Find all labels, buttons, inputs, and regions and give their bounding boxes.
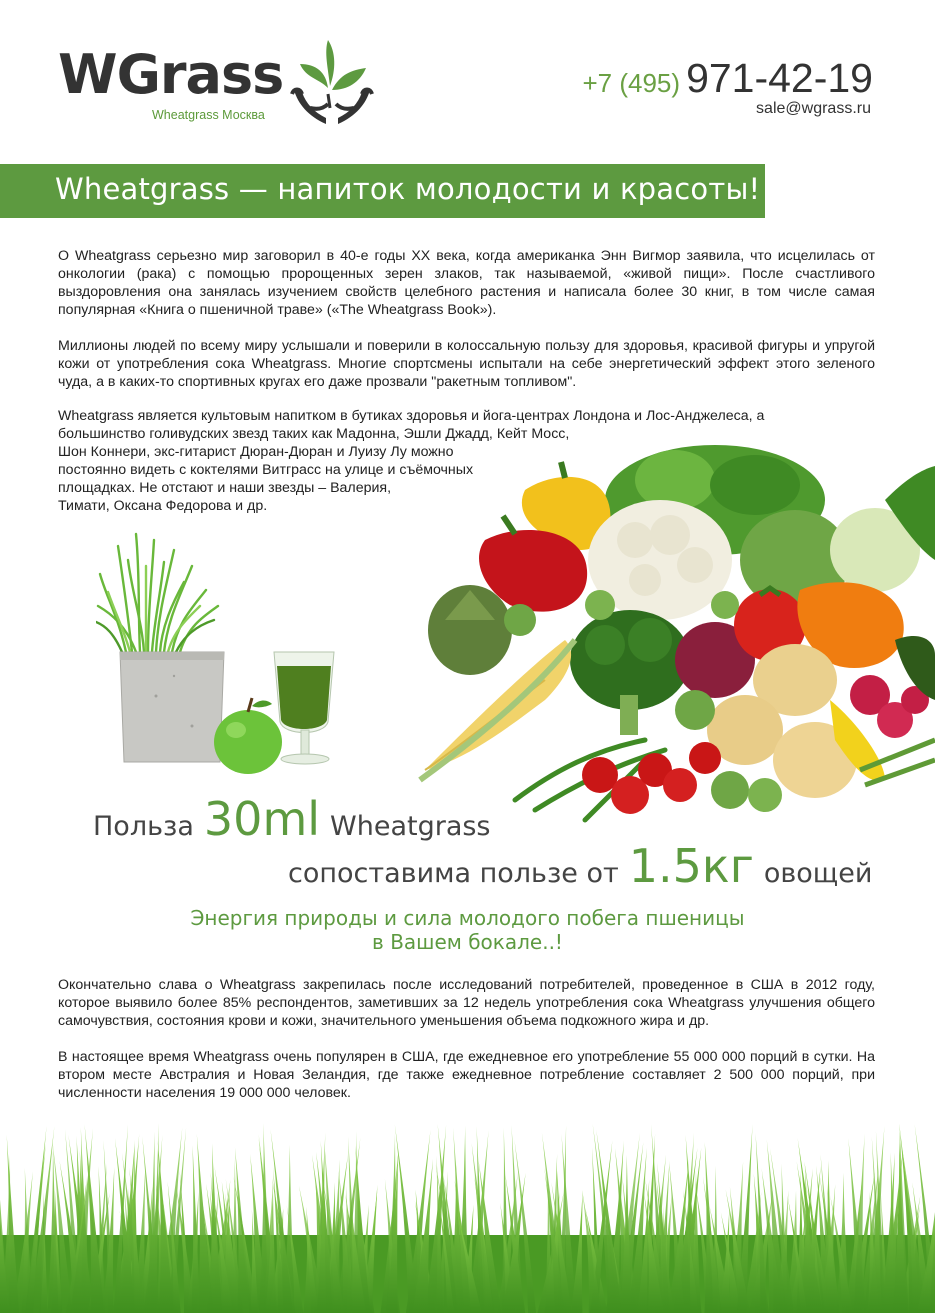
paragraph-celebrities-line2: большинство голивудских звезд таких как Мадонна, Эшли Джадд, Кейт Мосс, <box>58 426 570 442</box>
benefit-word: Wheatgrass <box>330 811 491 842</box>
benefit-line-2 <box>288 839 873 893</box>
paragraph-celebrities-line1: Wheatgrass является культовым напитком в бутиках здоровья и йога-центрах Лондона и Лос-Анджелеса, а <box>58 408 765 424</box>
paragraph-popularity: Миллионы людей по всему миру услышали и поверили в колоссальную пользу для здоровья, красивой фигуры и упругой кожи от употребления сока Wheatgrass. Многие спортсмены испытали на себе энергетический эффект этого зеленого чуда, а в каких-то спортивных кругах его даже прозвали "ракетным топливом". <box>58 338 875 390</box>
artichoke <box>428 585 512 675</box>
phone-code: +7 (495) <box>582 68 681 98</box>
benefit-word: овощей <box>763 858 873 889</box>
tagline-line-1: Энергия природы и сила молодого побега пшеницы <box>190 906 745 930</box>
paragraph-history: О Wheatgrass серьезно мир заговорил в 40-е годы XX века, когда американка Энн Вигмор заявила, что исцелилась от онкологии (рака) с помощью пророщенных зерен злаков, так называемой, «живой пищи». После счастливого выздоровления она занялась изучением свойств целебного растения и написала более 30 книг, в том числе самая популярная «Книга о пшеничной траве» («The Wheatgrass Book»). <box>58 248 875 318</box>
broccoli <box>570 610 690 735</box>
phone-number[interactable] <box>582 55 873 101</box>
brand-logo-text: WGrass <box>58 43 284 106</box>
celebrities-line: постоянно видеть с коктелями Витграсс на улице и съёмочных <box>58 462 474 478</box>
benefit-word: Польза <box>93 811 194 842</box>
concrete-pot <box>120 652 224 762</box>
celebrities-line: Тимати, Оксана Федорова и др. <box>58 498 268 514</box>
vegetables-pile-image <box>415 440 935 830</box>
benefit-weight: 1.5кг <box>628 839 754 893</box>
benefit-line-1 <box>93 792 491 846</box>
tagline-line-2: в Вашем бокале..! <box>372 930 563 954</box>
title-banner <box>0 164 765 218</box>
paragraph-statistics: В настоящее время Wheatgrass очень популярен в США, где ежедневное его употребление 55 000 000 порций в сутки. На втором месте Австралия и Новая Зеландия, где также ежедневное потребление составляет 2 500 000 порций, при численности населения 19 000 000 человек. <box>58 1049 875 1101</box>
wheatgrass-pot-apple-juice-image <box>96 526 346 776</box>
benefit-volume: 30ml <box>203 792 321 846</box>
email-link[interactable]: sale@wgrass.ru <box>756 100 871 117</box>
phone-digits: 971-42-19 <box>686 55 873 101</box>
celebrities-line: Шон Коннери, экс-гитарист Дюран-Дюран и Луизу Лу можно <box>58 444 454 460</box>
green-apple <box>214 698 282 774</box>
celebrities-line: площадках. Не отстают и наши звезды – Валерия, <box>58 480 392 496</box>
paragraph-research: Окончательно слава о Wheatgrass закрепилась после исследований потребителей, проведенное в США в 2012 году, которое выявило более 85% респондентов, заметивших за 12 недель употребления сока Wheatgrass улучшения общего самочувствия, состояния крови и кожи, значительного уменьшения объема подкожного жира и др. <box>58 977 875 1029</box>
benefit-word: сопоставима пользе от <box>288 858 619 889</box>
hands-sprout-icon <box>288 38 376 130</box>
page-title: Wheatgrass — напиток молодости и красоты! <box>55 172 761 206</box>
wheatgrass-blades <box>96 534 218 652</box>
brand-subtitle: Wheatgrass Москва <box>152 108 265 122</box>
grass-border-image <box>0 1115 935 1313</box>
juice-glass <box>274 652 334 764</box>
